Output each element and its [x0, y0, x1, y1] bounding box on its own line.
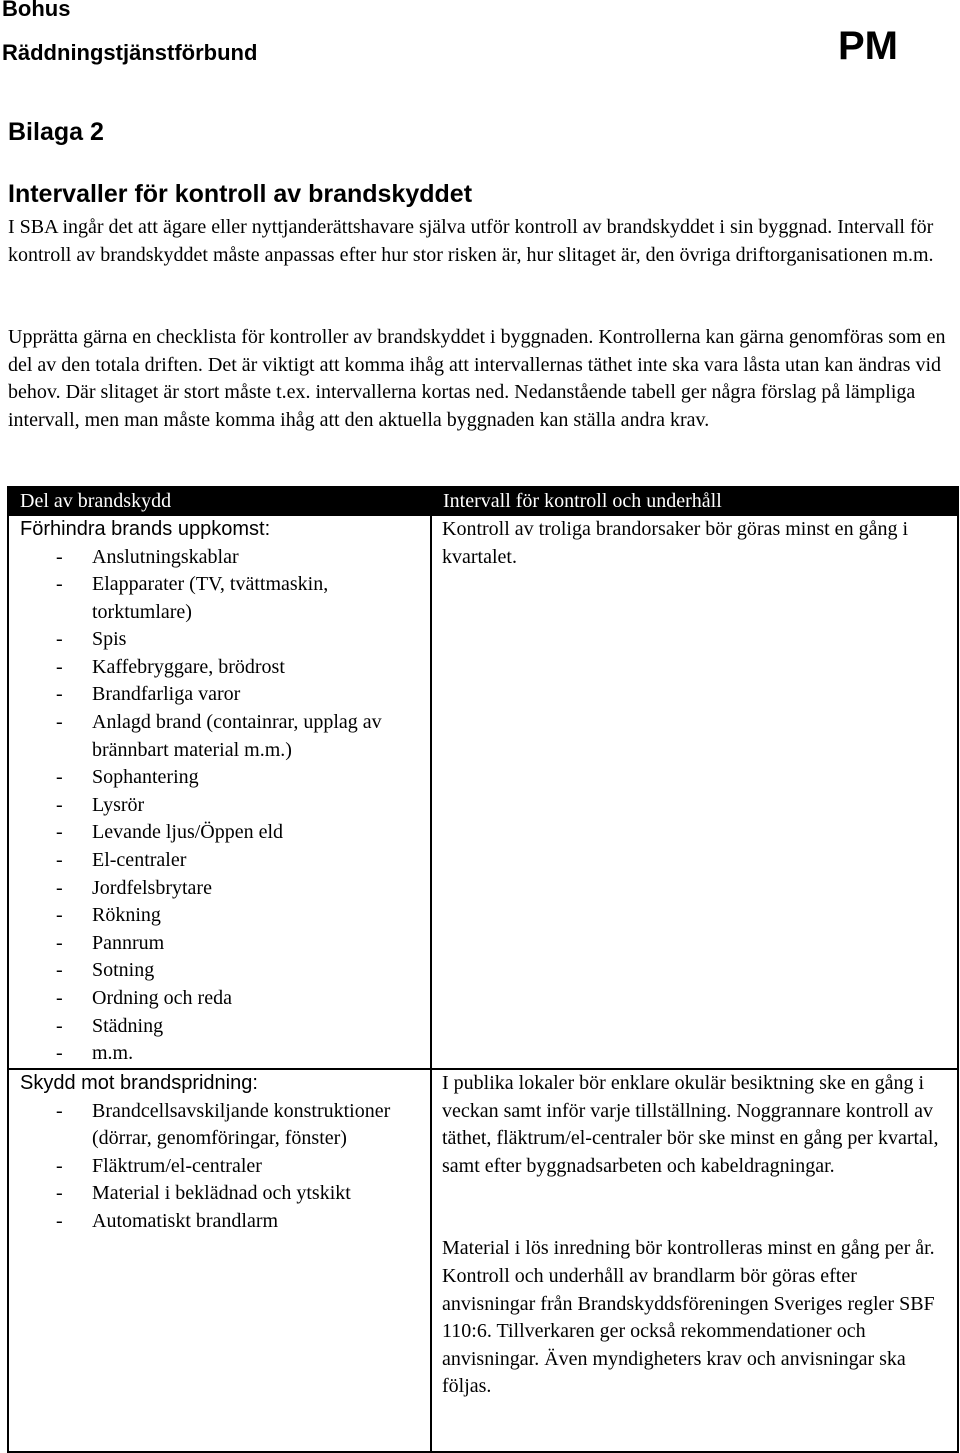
org-name-line1: Bohus [2, 0, 71, 21]
list-item: - Ordning och reda [56, 987, 232, 1009]
list-item: - Rökning [56, 904, 161, 927]
interval-text: Material i lös inredning bör kontrolleras minst en gång per år. [442, 1237, 935, 1260]
table-header-row [8, 487, 958, 515]
list-item: - Anslutningskablar [56, 545, 239, 568]
interval-text: Kontroll av troliga brandorsaker bör göras minst en gång i kvartalet. [442, 518, 908, 568]
list-item: - Lysrör [56, 793, 145, 816]
list-item: - El-centraler [56, 849, 187, 872]
section-heading: Skydd mot brandspridning: [20, 1072, 258, 1094]
list-item: - Automatiskt brandlarm [56, 1209, 279, 1232]
list-item: - Pannrum [56, 931, 165, 954]
list-item: - Sotning [56, 959, 155, 982]
page-title: Intervaller för kontroll av brandskyddet [8, 180, 473, 208]
list-item: - Brandfarliga varor [56, 683, 241, 706]
intro-paragraph-1: I SBA ingår det att ägare eller nyttjanderättshavare själva utför kontroll av brandskyddet i sin byggnad. Intervall för kontroll av brandskyddet måste anpassas efter hur stor risken är, hur slitaget är, den övriga driftorganisationen m.m. [8, 216, 934, 266]
list-item: - Brandcellsavskiljande konstruktioner (dörrar, genomföringar, fönster) [56, 1099, 391, 1150]
section-heading: Förhindra brands uppkomst: [20, 518, 271, 540]
list-item: - Kaffebryggare, brödrost [56, 655, 285, 678]
org-name-line2: Räddningstjänstförbund [2, 40, 258, 65]
list-item: - Jordfelsbrytare [56, 876, 212, 899]
item-list [20, 544, 430, 1068]
list-item: - m.m. [56, 1042, 134, 1065]
list-item: - Material i beklädnad och ytskikt [56, 1182, 351, 1205]
list-item: - Fläktrum/el-centraler [56, 1154, 262, 1177]
table-row [8, 1069, 958, 1452]
doc-type-label: PM [838, 24, 898, 68]
list-item: - Sophantering [56, 766, 199, 789]
table-cell-interval [431, 515, 958, 1069]
interval-text: I publika lokaler bör enklare okulär besiktning ske en gång i veckan samt inför varje tillställning. Noggrannare kontroll av täthet, fläktrum/el-centraler bör ske minst en gång per kvartal, samt efter byggnadsarbeten och kabeldragningar. [442, 1072, 939, 1177]
intro-paragraph-2: Upprätta gärna en checklista för kontroller av brandskyddet i byggnaden. Kontrollerna kan gärna genomföras som en del av den totala driften. Det är viktigt att komma ihåg att intervallernas täthet inte ska vara låsta utan kan ändras vid behov. Där slitaget är stort måste t.ex. intervallerna kortas ned. Nedanstående tabell ger några förslag på lämpliga intervall, men man måste komma ihåg att den aktuella byggnaden kan ställa andra krav. [8, 326, 946, 431]
control-interval-table [7, 486, 959, 1453]
annex-heading: Bilaga 2 [8, 118, 104, 146]
table-cell-part [8, 1069, 431, 1452]
table-row [8, 515, 958, 1069]
table-cell-interval [431, 1069, 958, 1452]
list-item: - Levande ljus/Öppen eld [56, 821, 284, 844]
list-item: - Elapparater (TV, tvättmaskin, torktumlare) [56, 573, 329, 623]
list-item: - Spis [56, 628, 127, 651]
item-list [20, 1098, 430, 1236]
table-cell-part [8, 515, 431, 1069]
list-item: - Anlagd brand (containrar, upplag av brännbart material m.m.) [56, 711, 382, 761]
list-item: - Städning [56, 1014, 164, 1037]
column-header-part: Del av brandskydd [8, 487, 431, 515]
column-header-interval: Intervall för kontroll och underhåll [431, 487, 958, 515]
interval-text: Kontroll och underhåll av brandlarm bör göras efter anvisningar från Brandskyddsföreningen Sveriges regler SBF 110:6. Tillverkaren ger också rekommendationer och anvisningar. Även myndigheters krav och anvisningar ska följas. [442, 1264, 935, 1398]
